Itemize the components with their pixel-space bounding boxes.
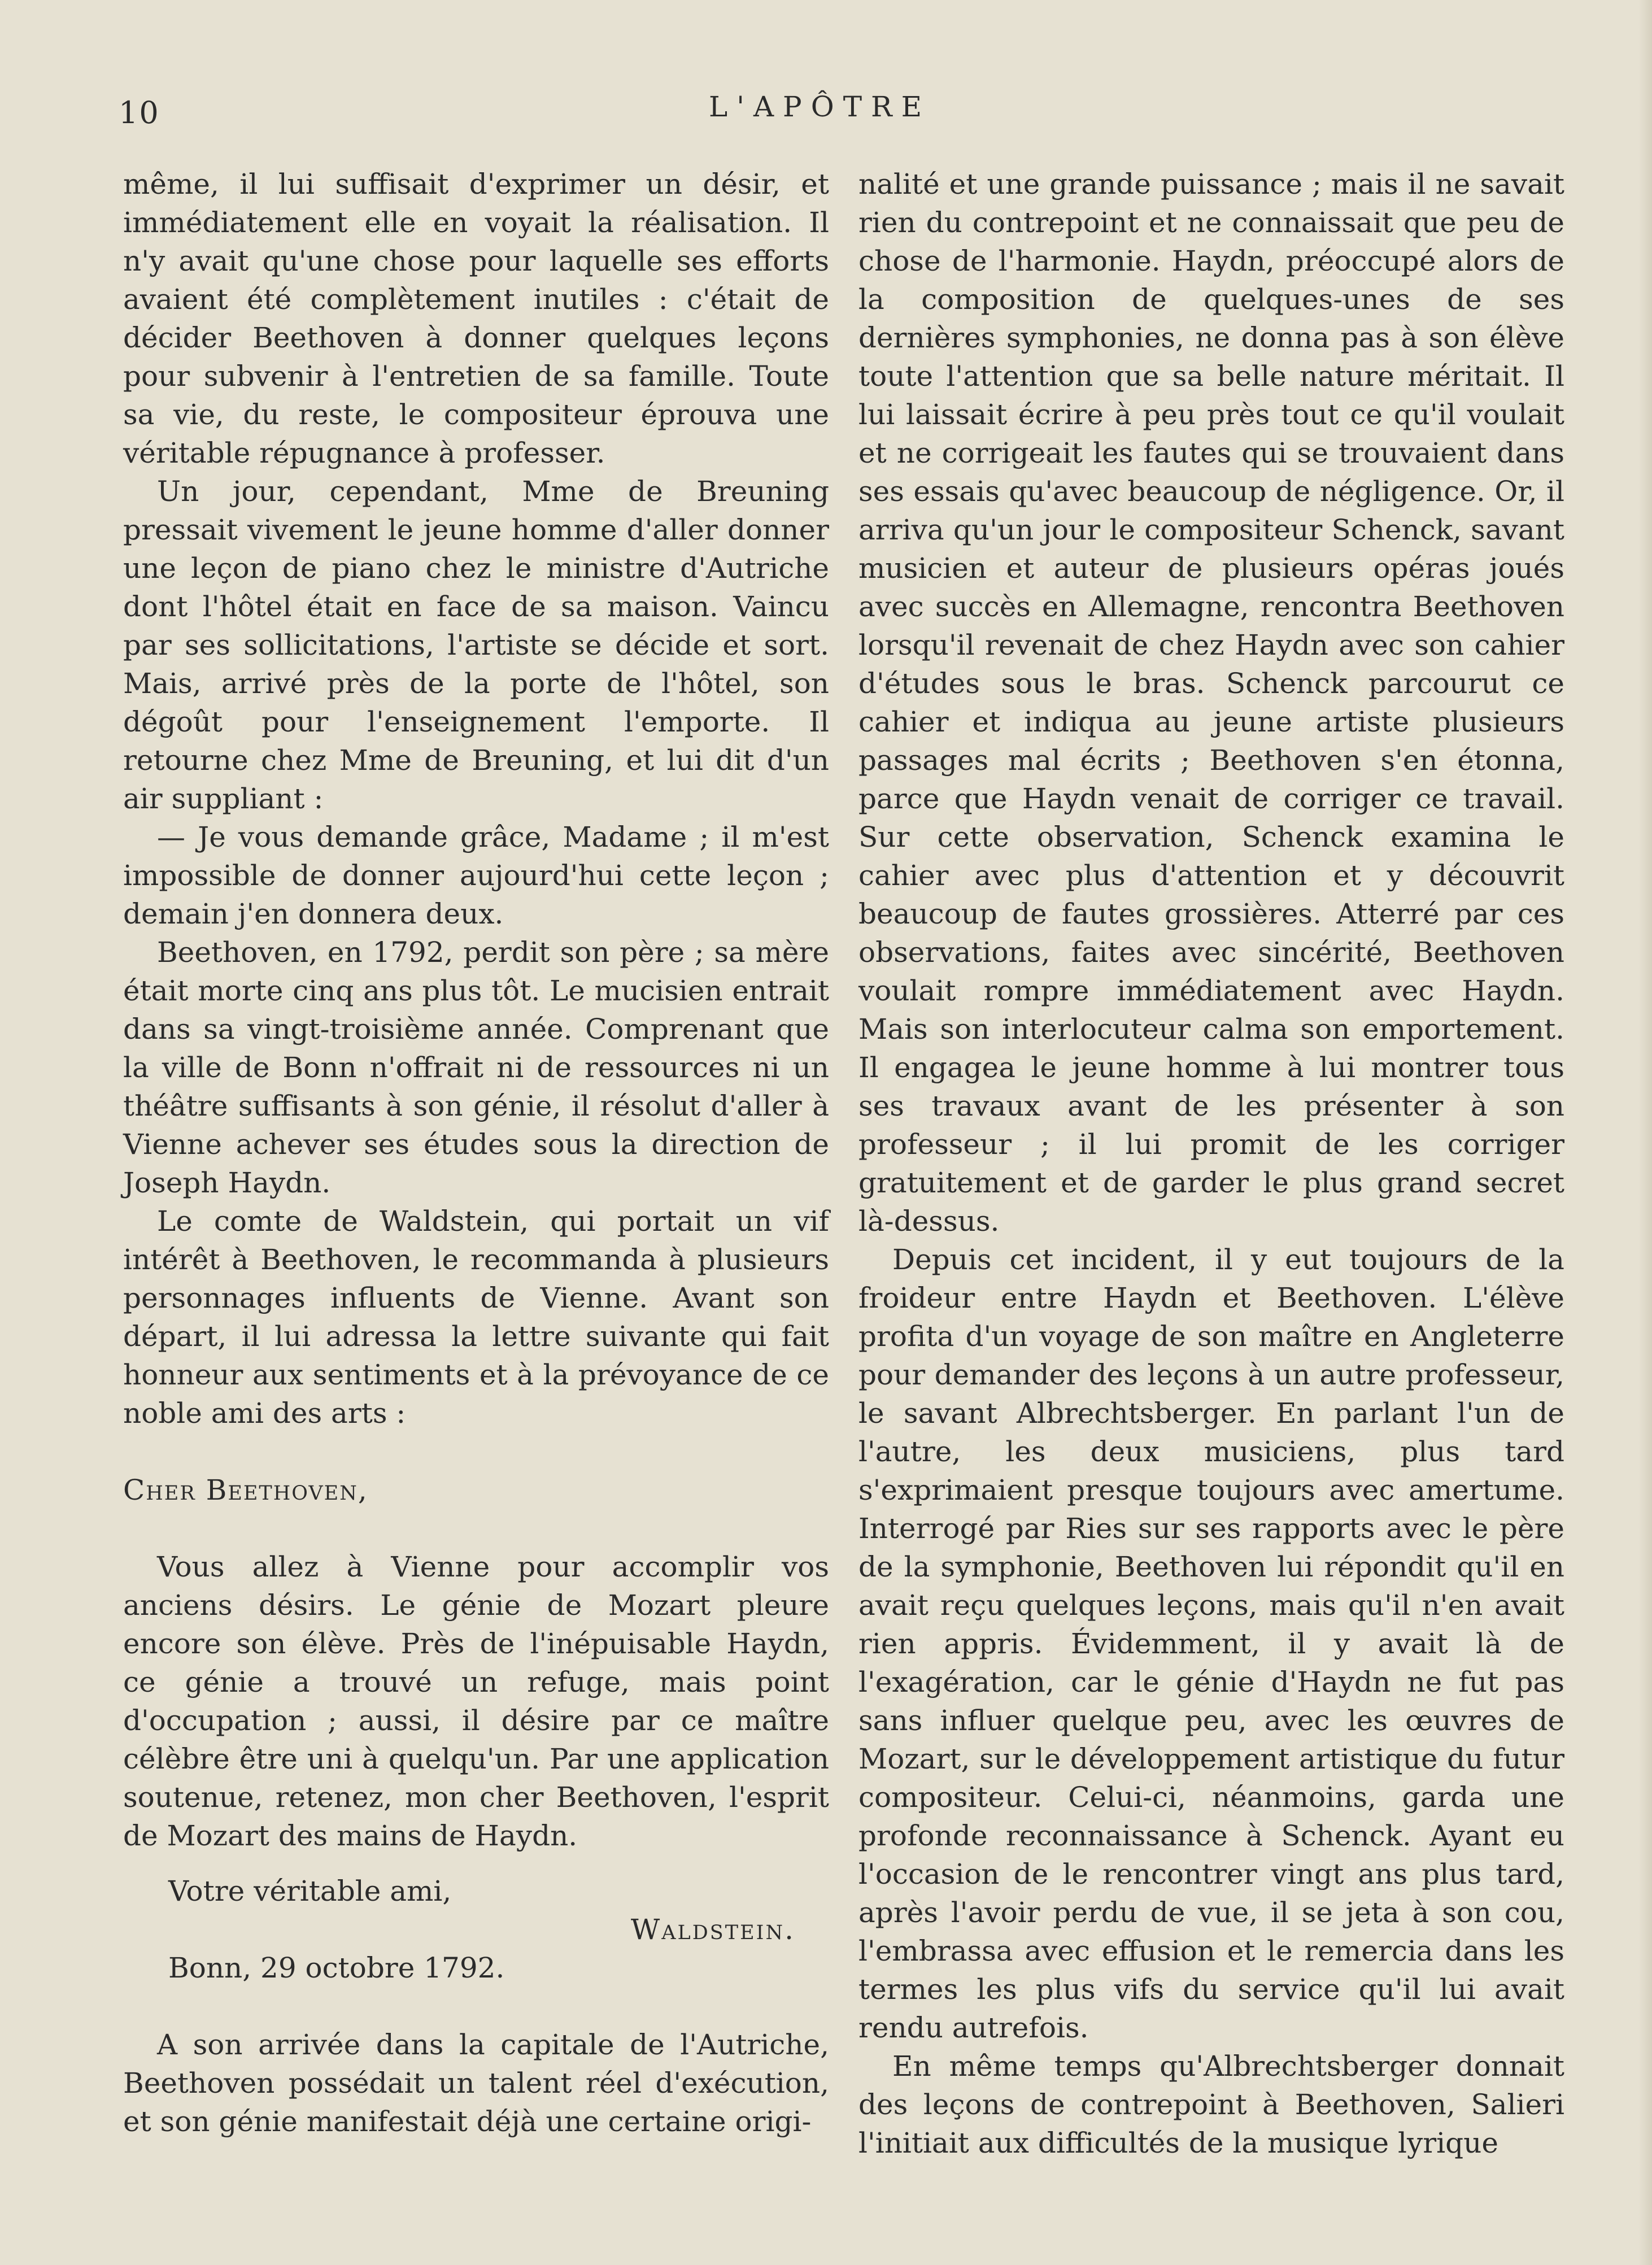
right-paragraph-2: Depuis cet incident, il y eut toujours de la froideur entre Haydn et Beethoven. L'élève profita d'un voyage de son maître en Angleterre pour demander des leçons à un autre professeur, le savant Albrechtsberger. En parlant l'un de l'autre, les deux musiciens, plus tard s'exprimaient presque toujours avec amertume. Interrogé par Ries sur ses rapports avec le père de la symphonie, Beethoven lui répondit qu'il en avait reçu quelques leçons, mais qu'il n'en avait rien appris. Évidemment, il y avait là de l'exagération, car le génie d'Haydn ne fut pas sans influer quelque peu, avec les œuvres de Mozart, sur le développement artistique du futur compositeur. Celui-ci, néanmoins, garda une profonde reconnaissance à Schenck. Ayant eu l'occasion de le rencontrer vingt ans plus tard, après l'avoir perdu de vue, il se jeta à son cou, l'embrassa avec effusion et le remercia dans les termes les plus vifs du service qu'il lui avait rendu autrefois. — [858, 1243, 1564, 2044]
left-column — [123, 165, 829, 2141]
running-title: L'APÔTRE — [709, 90, 931, 123]
left-paragraph-1: même, il lui suffisait d'exprimer un désir, et immédiatement elle en voyait la réalisation. Il n'y avait qu'une chose pour laquelle ses efforts avaient été complètement inutiles : c'était de décider Beethoven à donner quelques leçons pour subvenir à l'entretien de sa famille. Toute sa vie, du reste, le compositeur éprouva une véritable répugnance à professer. — [123, 168, 829, 469]
left-paragraph-3: — Je vous demande grâce, Madame ; il m'est impossible de donner aujourd'hui cette leçon ; demain j'en donnera deux. — [123, 821, 829, 930]
letter-dateline: Bonn, 29 octobre 1792. — [168, 1952, 505, 1984]
page-edge — [1638, 0, 1652, 2265]
letter-salutation: Cher Beethoven, — [123, 1474, 368, 1506]
left-paragraph-6: A son arrivée dans la capitale de l'Autriche, Beethoven possédait un talent réel d'exécution, et son génie manifestait déjà une certaine origi- — [123, 2028, 829, 2138]
left-paragraph-4: Beethoven, en 1792, perdit son père ; sa mère était morte cinq ans plus tôt. Le mucisien entrait dans sa vingt-troisième année. Comprenant que la ville de Bonn n'offrait ni de ressources ni un théâtre suffisants à son génie, il résolut d'aller à Vienne achever ses études sous la direction de Joseph Haydn. — [123, 936, 829, 1199]
left-paragraph-5: Le comte de Waldstein, qui portait un vif intérêt à Beethoven, le recommanda à plusieurs personnages influents de Vienne. Avant son départ, il lui adressa la lettre suivante qui fait honneur aux sentiments et à la prévoyance de ce noble ami des arts : — [123, 1205, 829, 1430]
page-number: 10 — [119, 95, 160, 130]
right-column — [858, 165, 1564, 2162]
right-paragraph-1: nalité et une grande puissance ; mais il ne savait rien du contrepoint et ne connaissait que peu de chose de l'harmonie. Haydn, préoccupé alors de la composition de quelques-unes de ses dernières symphonies, ne donna pas à son élève toute l'attention que sa belle nature méritait. Il lui laissait écrire à peu près tout ce qu'il voulait et ne corrigeait les fautes qui se trouvaient dans ses essais qu'avec beaucoup de négligence. Or, il arriva qu'un jour le compositeur Schenck, savant musicien et auteur de plusieurs opéras joués avec succès en Allemagne, rencontra Beethoven lorsqu'il revenait de chez Haydn avec son cahier d'études sous le bras. Schenck parcourut ce cahier et indiqua au jeune artiste plusieurs passages mal écrits ; Beethoven s'en étonna, parce que Haydn venait de corriger ce travail. Sur cette observation, Schenck examina le cahier avec plus d'attention et y découvrit beaucoup de fautes grossières. Atterré par ces observations, faites avec sincérité, Beethoven voulait rompre immédiatement avec Haydn. Mais son interlocuteur calma son emportement. Il engagea le jeune homme à lui montrer tous ses travaux avant de les présenter à son professeur ; il lui promit de les corriger gratuitement et de garder le plus grand secret là-dessus. — [858, 168, 1564, 1238]
letter-closing: Votre véritable ami, — [168, 1875, 452, 1907]
letter-signature: Waldstein. — [630, 1913, 795, 1946]
right-paragraph-3: En même temps qu'Albrechtsberger donnait des leçons de contrepoint à Beethoven, Salieri l'initiait aux difficultés de la musique lyrique — [858, 2050, 1564, 2159]
letter-body: Vous allez à Vienne pour accomplir vos anciens désirs. Le génie de Mozart pleure encore son élève. Près de l'inépuisable Haydn, ce génie a trouvé un refuge, mais point d'occupation ; aussi, il désire par ce maître célèbre être uni à quelqu'un. Par une application soutenue, retenez, mon cher Beethoven, l'esprit de Mozart des mains de Haydn. — [123, 1550, 829, 1852]
left-paragraph-2: Un jour, cependant, Mme de Breuning pressait vivement le jeune homme d'aller donner une leçon de piano chez le ministre d'Autriche dont l'hôtel était en face de sa maison. Vaincu par ses sollicitations, l'artiste se décide et sort. Mais, arrivé près de la porte de l'hôtel, son dégoût pour l'enseignement l'emporte. Il retourne chez Mme de Breuning, et lui dit d'un air suppliant : — [123, 475, 829, 815]
